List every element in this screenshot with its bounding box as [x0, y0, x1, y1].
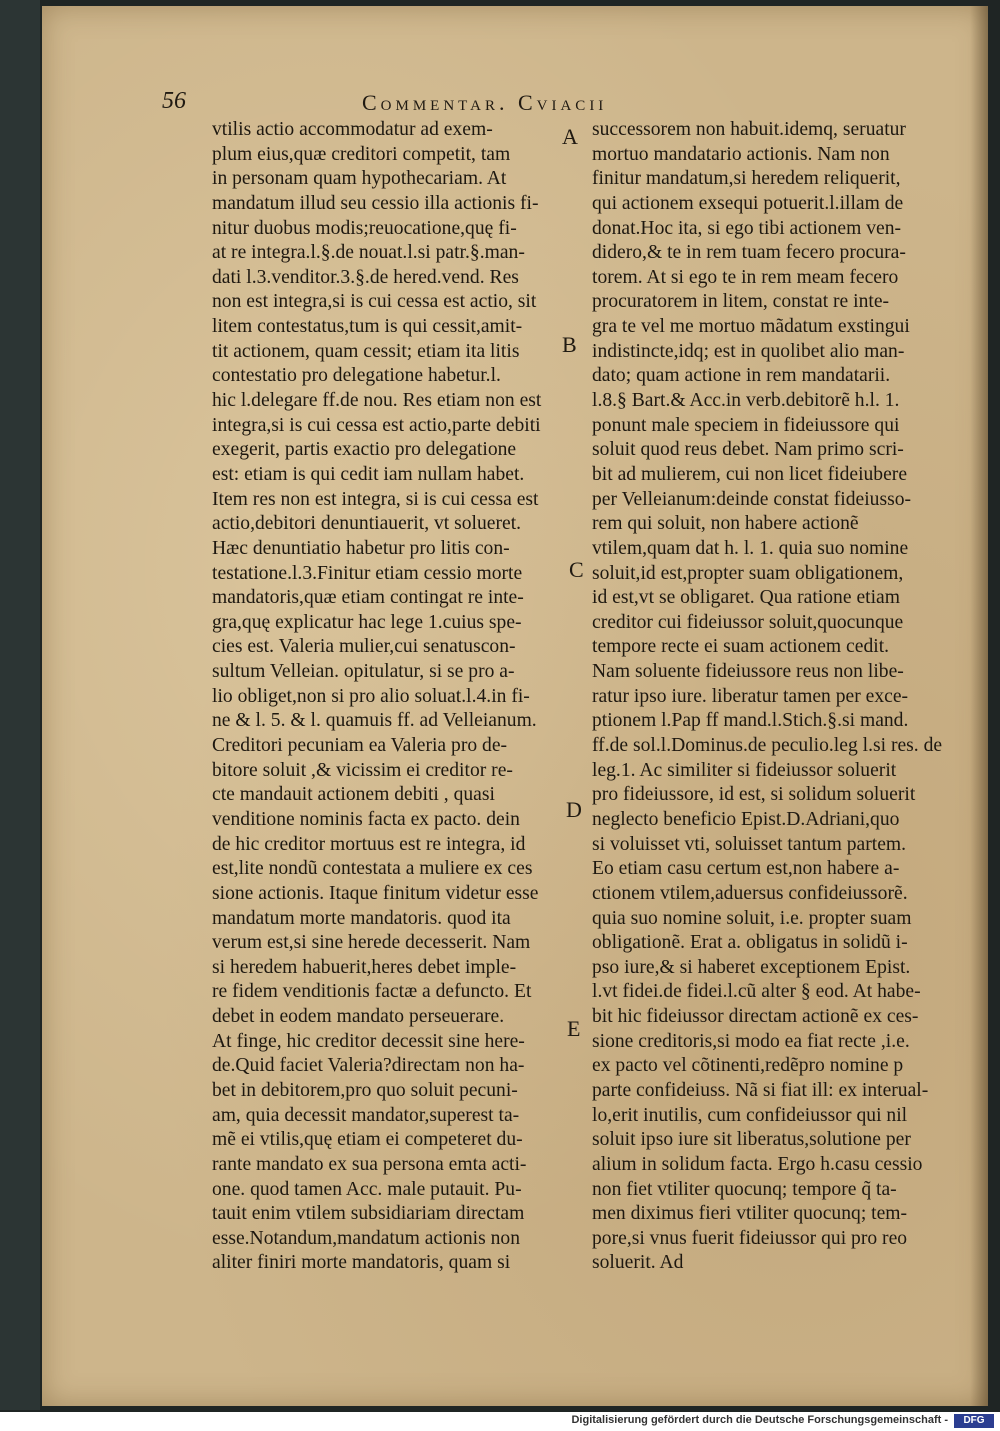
right-column-line: ex pacto vel cõtinenti,redẽpro nomine p [592, 1055, 904, 1077]
left-column-line: de.Quid faciet Valeria?directam non ha- [212, 1055, 525, 1077]
right-column-line: l.vt fidei.de fidei.l.cũ alter § eod. At habe- [592, 981, 921, 1003]
left-column-line: at re integra.l.§.de nouat.l.si patr.§.man- [212, 242, 525, 264]
left-column-line: bet in debitorem,pro quo soluit pecuni- [212, 1079, 518, 1101]
right-column-line: indistincte,idq; est in quolibet alio man- [592, 340, 905, 362]
left-column-line: Item res non est integra, si is cui cessa est [212, 488, 539, 510]
right-column-line: alium in solidum facta. Ergo h.casu cessio [592, 1153, 923, 1175]
left-column-line: ne & l. 5. & l. quamuis ff. ad Velleianum. [212, 710, 537, 732]
dfg-logo: DFG [954, 1414, 994, 1428]
right-column-line: didero,& te in rem tuam fecero procura- [592, 242, 906, 264]
left-column-line: esse.Notandum,mandatum actionis non [212, 1227, 520, 1249]
left-column-line: actio,debitori denuntiauerit, vt solueret. [212, 513, 522, 535]
right-column-line: ptionem l.Pap ff mand.l.Stich.§.si mand. [592, 710, 909, 732]
left-column-line: bitore soluit ,& vicissim ei creditor re- [212, 759, 513, 781]
left-column-line: cte mandauit actionem debiti , quasi [212, 784, 495, 806]
left-column-line: in personam quam hypothecariam. At [212, 168, 507, 190]
right-column-line: vtilem,quam dat h. l. 1. quia suo nomine [592, 537, 909, 559]
right-column-line: pso iure,& si haberet exceptionem Epist. [592, 956, 911, 978]
right-column-line: successorem non habuit.idemq, seruatur [592, 119, 906, 140]
right-column-line: gra te vel me mortuo mãdatum exstingui [592, 316, 910, 338]
left-column-line: rante mandato ex sua persona emta acti- [212, 1153, 527, 1175]
right-column-line: leg.1. Ac similiter si fideiussor soluerit [592, 759, 897, 781]
right-column-line: qui actionem exsequi potuerit.l.illam de [592, 192, 904, 214]
running-title: Commentar. Cviacii [362, 90, 608, 115]
right-column-line: Eo etiam casu certum est,non habere a- [592, 858, 900, 880]
left-column-line: mandatoris,quæ etiam contingat re inte- [212, 587, 524, 609]
page-number: 56 [162, 88, 186, 114]
right-column-line: rem qui soluit, non habere actionẽ [592, 513, 859, 535]
right-text-column [592, 118, 952, 1276]
right-column-line: ff.de sol.l.Dominus.de peculio.leg l.si res. de [592, 735, 943, 757]
left-column-line: litem contestatus,tum is qui cessit,amit- [212, 316, 523, 338]
digitization-footer [0, 1412, 1000, 1431]
left-column-line: mẽ ei vtilis,quę etiam ei competeret du- [212, 1129, 523, 1151]
left-column-line: debet in eodem mandato perseuerare. [212, 1006, 505, 1028]
left-column-line: tauit enim vtilem subsidiariam directam [212, 1203, 525, 1225]
margin-marker-e: E [567, 1016, 581, 1041]
left-column-line: Hæc denuntiatio habetur pro litis con- [212, 537, 510, 559]
left-column-line: testatione.l.3.Finitur etiam cessio morte [212, 562, 523, 584]
left-text-column [212, 118, 564, 1276]
right-column-line: procuratorem in litem, constat re inte- [592, 291, 890, 313]
left-column-line: non est integra,si is cui cessa est actio, sit [212, 291, 537, 313]
right-column-line: id est,vt se obligaret. Qua ratione etiam [592, 587, 900, 609]
right-column-line: ponunt male speciem in fideiussore qui [592, 414, 900, 436]
right-column-line: sione creditoris,si modo ea fiat recte ,i.e. [592, 1030, 910, 1052]
left-column-line: sione actionis. Itaque finitum videtur esse [212, 882, 539, 904]
left-column-line: lio obliget,non si pro alio soluat.l.4.in fi- [212, 685, 530, 707]
left-column-line: aliter finiri morte mandatoris, quam si [212, 1252, 511, 1274]
right-column-line: lo,erit inutilis, cum confideiussor qui nil [592, 1104, 908, 1126]
right-column-line: bit ad mulierem, cui non licet fideiubere [592, 463, 908, 485]
margin-marker-b: B [562, 332, 577, 357]
right-column-line: soluit ipso iure sit liberatus,solutione per [592, 1129, 911, 1151]
right-column-line: pro fideiussore, id est, si solidum soluerit [592, 784, 916, 806]
page-gutter-shadow [970, 6, 988, 1406]
left-column-line: vtilis actio accommodatur ad exem- [212, 119, 493, 140]
right-column-line: si voluisset vti, soluisset tantum partem. [592, 833, 907, 855]
right-column-line: finitur mandatum,si heredem reliquerit, [592, 168, 901, 190]
left-column-line: plum eius,quæ creditori competit, tam [212, 143, 511, 165]
right-column-line: torem. At si ego te in rem meam fecero [592, 266, 899, 288]
right-column-line: mortuo mandatario actionis. Nam non [592, 143, 890, 165]
right-column-line: men diximus fieri vtiliter quocunq; tem- [592, 1203, 908, 1225]
footer-credit-text: Digitalisierung gefördert durch die Deutsche Forschungsgemeinschaft - [571, 1414, 948, 1426]
right-column-line: non fiet vtiliter quocunq; tempore q̃ ta- [592, 1178, 897, 1200]
left-column-line: cies est. Valeria mulier,cui senatuscon- [212, 636, 516, 658]
right-column-line: bit hic fideiussor directam actionẽ ex ces- [592, 1006, 919, 1028]
left-column-line: am, quia decessit mandator,superest ta- [212, 1104, 520, 1126]
left-column-line: dati l.3.venditor.3.§.de hered.vend. Res [212, 266, 519, 288]
scanner-frame-edge [0, 0, 40, 1410]
left-column-line: gra,quę explicatur hac lege 1.cuius spe- [212, 611, 522, 633]
right-column-line: parte confideiuss. Nã si fiat ill: ex interual- [592, 1079, 929, 1101]
left-column-line: contestatio pro delegatione habetur.l. [212, 365, 501, 387]
left-column-line: integra,si is cui cessa est actio,parte debiti [212, 414, 541, 436]
right-column-line: dato; quam actione in rem mandatarii. [592, 365, 891, 387]
right-column-line: ratur ipso iure. liberatur tamen per exce- [592, 685, 909, 707]
left-column-line: At finge, hic creditor decessit sine here- [212, 1030, 525, 1052]
left-column-line: tit actionem, quam cessit; etiam ita litis [212, 340, 520, 362]
right-column-line: obligationẽ. Erat a. obligatus in solidũ i- [592, 932, 908, 954]
margin-marker-d: D [566, 797, 582, 822]
margin-marker-c: C [569, 557, 584, 582]
left-column-line: exegerit, partis exactio pro delegatione [212, 439, 517, 461]
left-column-line: si heredem habuerit,heres debet imple- [212, 956, 517, 978]
left-column-line: mandatum illud seu cessio illa actionis fi- [212, 192, 539, 214]
right-column-line: per Velleianum:deinde constat fideiusso- [592, 488, 912, 510]
right-column-line: tempore recte ei suam actionem cedit. [592, 636, 890, 658]
right-column-line: soluit quod reus debet. Nam primo scri- [592, 439, 904, 461]
right-column-line: quia suo nomine soluit, i.e. propter suam [592, 907, 912, 929]
right-column-line: soluit,id est,propter suam obligationem, [592, 562, 904, 584]
left-column-line: nitur duobus modis;reuocatione,quę fi- [212, 217, 517, 239]
right-column-line: neglecto beneficio Epist.D.Adriani,quo [592, 808, 900, 830]
left-column-line: venditione nominis facta ex pacto. dein [212, 808, 520, 830]
right-column-line: l.8.§ Bart.& Acc.in verb.debitorẽ h.l. 1. [592, 390, 900, 412]
left-column-line: hic l.delegare ff.de nou. Res etiam non est [212, 390, 542, 412]
right-column-line: soluerit. Ad [592, 1252, 684, 1274]
left-column-line: re fidem venditionis factæ a defuncto. Et [212, 981, 532, 1003]
right-column-line: Nam soluente fideiussore reus non libe- [592, 661, 904, 683]
left-column-line: one. quod tamen Acc. male putauit. Pu- [212, 1178, 522, 1200]
right-column-line: creditor cui fideiussor soluit,quocunque [592, 611, 904, 633]
left-column-line: verum est,si sine herede decesserit. Nam [212, 932, 531, 954]
left-column-line: mandatum morte mandatoris. quod ita [212, 907, 511, 929]
left-column-line: est,lite nondũ contestata a muliere ex ces [212, 858, 533, 880]
right-column-line: ctionem vtilem,aduersus confideiussorẽ. [592, 882, 908, 904]
margin-marker-a: A [562, 124, 578, 149]
right-column-line: donat.Hoc ita, si ego tibi actionem ven- [592, 217, 902, 239]
left-column-line: est: etiam is qui cedit iam nullam habet. [212, 463, 525, 485]
left-column-line: sultum Velleian. opitulatur, si se pro a- [212, 661, 515, 683]
right-column-line: pore,si vnus fuerit fideiussor qui pro reo [592, 1227, 908, 1249]
left-column-line: de hic creditor mortuus est re integra, id [212, 833, 526, 855]
left-column-line: Creditori pecuniam ea Valeria pro de- [212, 735, 508, 757]
